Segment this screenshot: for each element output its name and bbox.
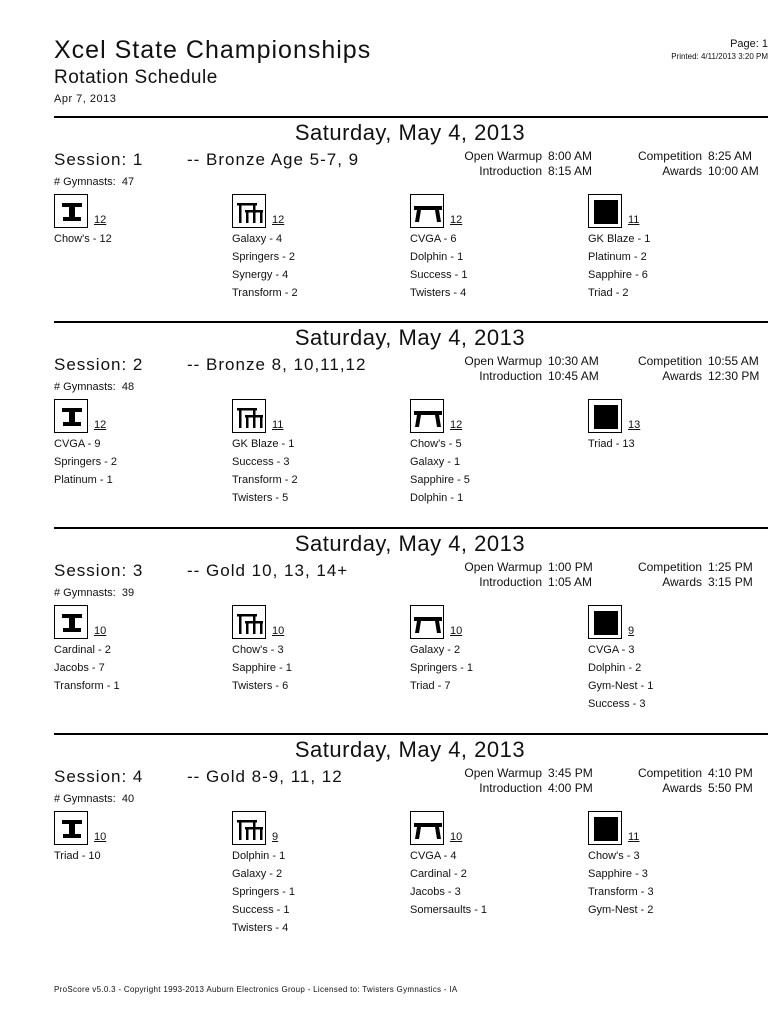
introduction-label: Introduction <box>479 369 542 383</box>
awards-label: Awards <box>662 369 702 383</box>
vault-icon <box>54 399 88 433</box>
vault-icon <box>54 811 88 845</box>
rotation-column <box>232 603 402 695</box>
floor-exercise-icon <box>588 811 622 845</box>
team-entry: Chow's - 3 <box>232 644 284 656</box>
rotation-count: 11 <box>272 419 284 431</box>
introduction-time: 4:00 PM <box>548 781 593 795</box>
session-label: Session: 1 <box>54 150 144 169</box>
awards-time: 10:00 AM <box>708 164 759 178</box>
gymnast-count-label: # Gymnasts: <box>54 381 116 393</box>
rotation-count: 12 <box>450 214 463 226</box>
team-entry: Triad - 10 <box>54 850 101 862</box>
rotation-column <box>410 603 580 695</box>
rotation-count: 12 <box>272 214 285 226</box>
team-entry: Sapphire - 1 <box>232 662 292 674</box>
team-list <box>588 435 758 453</box>
introduction-label: Introduction <box>479 575 542 589</box>
footer-copyright: ProScore v5.0.3 - Copyright 1993-2013 Auburn Electronics Group - Licensed to: Twisters Gymnastics - IA <box>54 985 458 994</box>
printed-timestamp: Printed: 4/11/2013 3:20 PM <box>671 52 768 61</box>
session-day: Saturday, May 4, 2013 <box>294 120 526 145</box>
team-entry: Galaxy - 2 <box>410 644 461 656</box>
team-list <box>588 847 758 919</box>
team-entry: GK Blaze - 1 <box>588 233 651 245</box>
team-entry: Sapphire - 6 <box>588 269 648 281</box>
warmup-times <box>430 560 612 590</box>
team-entry: Chow's - 5 <box>410 438 462 450</box>
rotation-column <box>232 192 402 302</box>
competition-label: Competition <box>637 149 702 163</box>
balance-beam-icon <box>410 399 444 433</box>
open-warmup-time: 3:45 PM <box>548 766 593 780</box>
balance-beam-icon <box>410 194 444 228</box>
uneven-bars-icon <box>232 399 266 433</box>
gymnast-count-label: # Gymnasts: <box>54 176 116 188</box>
team-list <box>410 230 580 302</box>
team-entry: Dolphin - 2 <box>588 662 642 674</box>
rotation-count: 10 <box>94 625 107 637</box>
team-entry: Cardinal - 2 <box>54 644 111 656</box>
section-divider <box>54 321 768 323</box>
gymnast-count-label: # Gymnasts: <box>54 587 116 599</box>
team-entry: Sapphire - 5 <box>410 474 470 486</box>
team-entry: Synergy - 4 <box>232 269 289 281</box>
competition-time: 10:55 AM <box>708 354 759 368</box>
session-description: -- Bronze 8, 10,11,12 <box>187 355 367 374</box>
competition-label: Competition <box>637 354 702 368</box>
rotation-column <box>588 192 758 302</box>
team-entry: Platinum - 2 <box>588 251 647 263</box>
team-entry: Galaxy - 2 <box>232 868 283 880</box>
rotation-column <box>54 192 224 248</box>
team-entry: Triad - 7 <box>410 680 451 692</box>
session-description: -- Gold 8-9, 11, 12 <box>187 767 343 786</box>
session-label: Session: 4 <box>54 767 144 786</box>
awards-time: 5:50 PM <box>708 781 753 795</box>
competition-time: 4:10 PM <box>708 766 753 780</box>
team-entry: Twisters - 4 <box>232 922 289 934</box>
floor-exercise-icon <box>588 605 622 639</box>
team-entry: Dolphin - 1 <box>232 850 286 862</box>
introduction-time: 8:15 AM <box>548 164 593 178</box>
team-entry: CVGA - 6 <box>410 233 457 245</box>
competition-times <box>600 354 768 384</box>
team-list <box>54 641 224 695</box>
rotation-count: 12 <box>94 214 107 226</box>
team-entry: Springers - 1 <box>410 662 473 674</box>
team-entry: Somersaults - 1 <box>410 904 488 916</box>
team-list <box>410 641 580 695</box>
competition-label: Competition <box>637 766 702 780</box>
rotation-count: 10 <box>94 831 107 843</box>
session-day: Saturday, May 4, 2013 <box>294 325 526 350</box>
team-entry: Success - 1 <box>410 269 468 281</box>
rotation-count: 9 <box>272 831 279 843</box>
gymnast-count-value: 40 <box>121 793 135 805</box>
session-block <box>0 321 768 527</box>
session-description: -- Gold 10, 13, 14+ <box>187 561 349 580</box>
team-list <box>410 435 580 507</box>
awards-label: Awards <box>662 575 702 589</box>
introduction-time: 1:05 AM <box>548 575 593 589</box>
rotation-column <box>232 397 402 507</box>
session-block <box>0 116 768 322</box>
page-number: Page: 1 <box>730 38 768 50</box>
team-entry: Galaxy - 1 <box>410 456 461 468</box>
introduction-label: Introduction <box>479 781 542 795</box>
rotation-column <box>410 192 580 302</box>
team-entry: Transform - 3 <box>588 886 654 898</box>
team-entry: Chow's - 3 <box>588 850 640 862</box>
team-list <box>588 230 758 302</box>
rotation-count: 10 <box>450 831 463 843</box>
team-entry: Triad - 2 <box>588 287 629 299</box>
gymnast-count <box>54 176 134 188</box>
balance-beam-icon <box>410 811 444 845</box>
rotation-count: 12 <box>94 419 107 431</box>
rotation-count: 10 <box>450 625 463 637</box>
session-label: Session: 3 <box>54 561 144 580</box>
awards-time: 3:15 PM <box>708 575 753 589</box>
team-entry: Success - 3 <box>588 698 646 710</box>
team-list <box>588 641 758 713</box>
team-entry: CVGA - 3 <box>588 644 635 656</box>
rotation-column <box>54 809 224 865</box>
rotation-count: 13 <box>628 419 641 431</box>
team-entry: Success - 3 <box>232 456 290 468</box>
warmup-times <box>430 766 612 796</box>
competition-label: Competition <box>637 560 702 574</box>
uneven-bars-icon <box>232 811 266 845</box>
team-entry: Sapphire - 3 <box>588 868 648 880</box>
rotation-count: 11 <box>628 831 640 843</box>
team-list <box>54 230 224 248</box>
team-entry: CVGA - 9 <box>54 438 101 450</box>
team-entry: Springers - 2 <box>54 456 117 468</box>
rotation-column <box>588 397 758 453</box>
vault-icon <box>54 194 88 228</box>
open-warmup-label: Open Warmup <box>464 560 542 574</box>
gymnast-count-value: 47 <box>121 176 135 188</box>
team-entry: Twisters - 5 <box>232 492 289 504</box>
awards-time: 12:30 PM <box>708 369 760 383</box>
report-date: Apr 7, 2013 <box>54 93 117 105</box>
rotation-column <box>410 397 580 507</box>
introduction-label: Introduction <box>479 164 542 178</box>
team-entry: Gym-Nest - 2 <box>588 904 654 916</box>
team-list <box>54 847 224 865</box>
session-block <box>0 527 768 733</box>
gymnast-count-value: 48 <box>121 381 135 393</box>
competition-time: 1:25 PM <box>708 560 753 574</box>
session-label: Session: 2 <box>54 355 144 374</box>
rotation-count: 10 <box>272 625 285 637</box>
section-divider <box>54 733 768 735</box>
gymnast-count <box>54 793 134 805</box>
awards-label: Awards <box>662 164 702 178</box>
rotation-column <box>54 397 224 489</box>
vault-icon <box>54 605 88 639</box>
gymnast-count-value: 39 <box>121 587 135 599</box>
team-entry: Cardinal - 2 <box>410 868 467 880</box>
team-entry: CVGA - 4 <box>410 850 457 862</box>
rotation-column <box>588 603 758 713</box>
competition-times <box>600 149 768 179</box>
warmup-times <box>430 149 612 179</box>
awards-label: Awards <box>662 781 702 795</box>
session-day: Saturday, May 4, 2013 <box>294 737 526 762</box>
rotation-column <box>588 809 758 919</box>
session-day: Saturday, May 4, 2013 <box>294 531 526 556</box>
gymnast-count-label: # Gymnasts: <box>54 793 116 805</box>
team-entry: Jacobs - 7 <box>54 662 105 674</box>
section-divider <box>54 527 768 529</box>
team-list <box>232 847 402 937</box>
introduction-time: 10:45 AM <box>548 369 599 383</box>
uneven-bars-icon <box>232 194 266 228</box>
team-entry: Twisters - 6 <box>232 680 289 692</box>
team-list <box>54 435 224 489</box>
open-warmup-label: Open Warmup <box>464 766 542 780</box>
open-warmup-label: Open Warmup <box>464 149 542 163</box>
team-list <box>232 230 402 302</box>
session-block <box>0 733 768 939</box>
team-entry: Platinum - 1 <box>54 474 113 486</box>
rotation-column <box>410 809 580 919</box>
report-title: Xcel State Championships <box>54 36 372 64</box>
team-entry: Twisters - 4 <box>410 287 467 299</box>
team-entry: Springers - 2 <box>232 251 295 263</box>
team-entry: GK Blaze - 1 <box>232 438 295 450</box>
team-entry: Galaxy - 4 <box>232 233 283 245</box>
floor-exercise-icon <box>588 399 622 433</box>
rotation-count: 11 <box>628 214 640 226</box>
open-warmup-label: Open Warmup <box>464 354 542 368</box>
open-warmup-time: 8:00 AM <box>548 149 593 163</box>
competition-time: 8:25 AM <box>708 149 753 163</box>
competition-times <box>600 766 768 796</box>
team-entry: Dolphin - 1 <box>410 251 464 263</box>
uneven-bars-icon <box>232 605 266 639</box>
rotation-count: 9 <box>628 625 635 637</box>
team-entry: Gym-Nest - 1 <box>588 680 654 692</box>
floor-exercise-icon <box>588 194 622 228</box>
rotation-column <box>54 603 224 695</box>
team-entry: Success - 1 <box>232 904 290 916</box>
open-warmup-time: 1:00 PM <box>548 560 593 574</box>
warmup-times <box>430 354 612 384</box>
rotation-column <box>232 809 402 937</box>
section-divider <box>54 116 768 118</box>
team-list <box>232 641 402 695</box>
balance-beam-icon <box>410 605 444 639</box>
team-list <box>232 435 402 507</box>
session-description: -- Bronze Age 5-7, 9 <box>187 150 360 169</box>
gymnast-count <box>54 587 134 599</box>
competition-times <box>600 560 768 590</box>
team-list <box>410 847 580 919</box>
team-entry: Transform - 1 <box>54 680 120 692</box>
team-entry: Transform - 2 <box>232 287 298 299</box>
team-entry: Springers - 1 <box>232 886 295 898</box>
gymnast-count <box>54 381 134 393</box>
team-entry: Triad - 13 <box>588 438 635 450</box>
team-entry: Jacobs - 3 <box>410 886 461 898</box>
open-warmup-time: 10:30 AM <box>548 354 599 368</box>
team-entry: Dolphin - 1 <box>410 492 464 504</box>
rotation-count: 12 <box>450 419 463 431</box>
team-entry: Chow's - 12 <box>54 233 112 245</box>
team-entry: Transform - 2 <box>232 474 298 486</box>
report-subtitle: Rotation Schedule <box>54 67 218 88</box>
